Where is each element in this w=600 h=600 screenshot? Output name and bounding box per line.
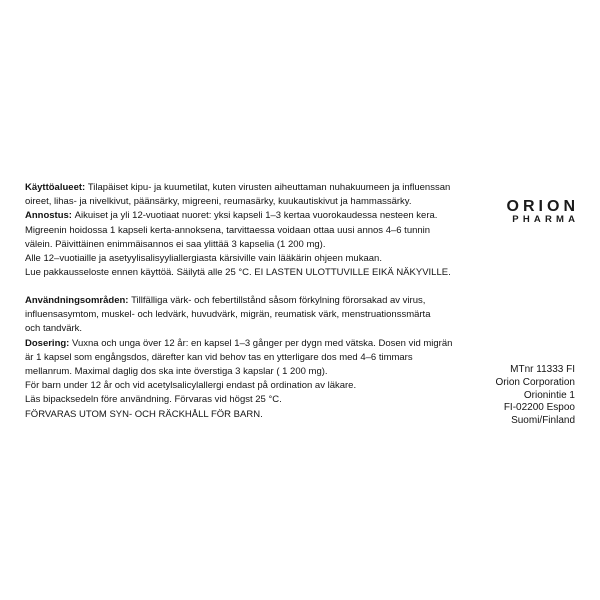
sv-storage-warning-line: FÖRVARAS UTOM SYN- OCH RÄCKHÅLL FÖR BARN. [25,408,263,420]
sv-dosage-line [25,337,452,351]
sv-text-line: mellanrum. Maximal daglig dos ska inte överstiga 3 kapslar ( 1 200 mg). [25,365,328,377]
logo-subtitle: PHARMA [512,214,580,225]
fi-dosage-text: Aikuiset ja yli 12-vuotiaat nuoret: yksi kapseli 1–3 kertaa vuorokaudessa nesteen kera. [74,210,438,222]
country: Suomi/Finland [511,415,575,427]
fi-text-line: välein. Päivittäinen enimmäisannos ei saa ylittää 3 kapselia (1 200 mg). [25,238,326,250]
swedish-text-block [25,294,452,422]
fi-dosage-heading: Annostus: [25,210,72,222]
manufacturer-address [496,364,575,428]
sv-indications-text: Tillfälliga värk- och febertillstånd såsom förkylning förorsakad av virus, [131,295,426,306]
sv-indications-heading: Användningsområden: [25,295,129,306]
registration-number: MTnr 11333 FI [510,364,575,375]
street-address: Orionintie 1 [523,389,575,401]
sv-dosage-heading: Dosering: [25,337,70,349]
sv-text-line: Läs bipacksedeln före användning. Förvaras vid högst 25 °C. [25,394,282,406]
fi-storage-warning-line: Lue pakkausseloste ennen käyttöä. Säilytä alle 25 °C. EI LASTEN ULOTTUVILLE EIKÄ NÄKYVILLE. [25,267,451,279]
sv-text-line: är 1 kapsel som engångsdos, därefter kan vid behov tas en ytterligare dos med 4–6 timmars [25,351,413,363]
finnish-text-block [25,181,451,280]
sv-text-line: För barn under 12 år och vid acetylsalicylallergi endast på ordination av läkare. [25,380,357,392]
logo-wordmark: ORION [506,198,579,215]
fi-indications-heading: Käyttöalueet: [25,182,86,193]
company-name: Orion Corporation [495,376,575,388]
fi-text-line: oireet, lihas- ja nivelkivut, päänsärky, migreeni, reumasärky, kuukautiskivut ja hammassärky. [25,196,412,208]
postal-city: FI-02200 Espoo [503,402,575,414]
sv-dosage-text: Vuxna och unga över 12 år: en kapsel 1–3 gånger per dygn med vätska. Dosen vid migrän [72,337,453,349]
sv-indications-line [25,294,452,308]
orion-pharma-logo [506,198,580,225]
sv-text-line: influensasymtom, muskel- och ledvärk, huvudvärk, migrän, reumatisk värk, menstruationssmärta [25,309,431,321]
sv-text-line: och tandvärk. [25,323,83,335]
fi-indications-line [25,181,451,195]
fi-text-line: Migreenin hoidossa 1 kapseli kerta-annoksena, tarvittaessa voidaan ottaa uusi annos 4–6 tunnin [25,224,431,236]
fi-dosage-line [25,209,451,223]
fi-text-line: Alle 12–vuotiaille ja asetyylisalisyyliallergiasta kärsiville vain lääkärin ohjeen mukaan. [25,252,382,264]
fi-indications-text: Tilapäiset kipu- ja kuumetilat, kuten virusten aiheuttaman nuhakuumeen ja influenssan [87,182,451,193]
